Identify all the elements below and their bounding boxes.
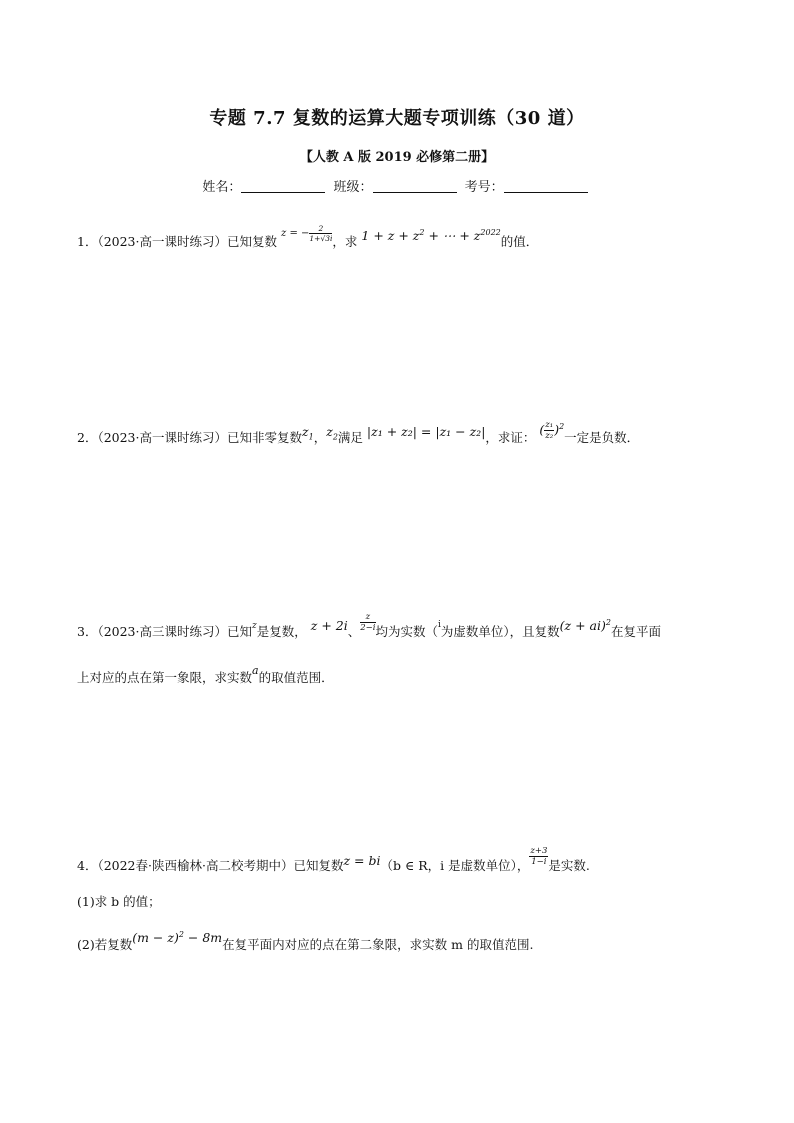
question-text: 为虚数单位），且复数 — [440, 624, 560, 639]
symbol-i: i — [438, 620, 441, 630]
question-2: 2．（2023·高一课时练习）已知非零复数$z_1$，$z_2$满足 |z₁ + z₂| = |z₁ − z₂|，求证： ( $\frac{\text{z₁}}{\text{z₂}}$ )$^2$一定是负数． — [77, 419, 640, 445]
page-subtitle: 【人教 A 版 2019 必修第二册】 — [299, 150, 495, 165]
question-3-line-1: 3．（2023·高三课时练习）已知$^z$是复数， z + 2i、 $\frac{z}{2-i}$ 均为实数（$^i$为虚数单位），且复数(z + ai)$^2$在复平面 — [77, 611, 661, 639]
formula-modulus: |z₁ + z₂| = |z₁ − z₂| — [366, 424, 486, 439]
question-source: （2022春·陕西榆林·高二校考期中） — [97, 858, 294, 873]
question-text: 已知 — [227, 624, 253, 639]
question-text: 在复平面 — [610, 624, 661, 639]
question-text: 是复数， — [256, 624, 307, 639]
formula-ratio-squared: ( $\frac{\text{z₁}}{\text{z₂}}$ )$^2$ — [539, 419, 565, 441]
question-source: （2023·高一课时练习） — [97, 234, 227, 249]
formula-z-plus-2i: z + 2i — [310, 618, 348, 633]
question-text: 满足 — [337, 430, 363, 445]
question-text: 在复平面内对应的点在第二象限，求实数 m 的取值范围. — [222, 937, 534, 952]
class-label: 班级： — [333, 180, 373, 195]
formula-z-over-2-minus-i: $\frac{z}{2-i}$ — [360, 611, 376, 633]
question-text: 的取值范围． — [258, 670, 334, 685]
question-1 — [77, 223, 539, 253]
question-source: （2023·高一课时练习） — [97, 430, 227, 445]
question-text: (2)若复数 — [77, 937, 133, 952]
formula-z-equals-bi: z = bi — [343, 853, 381, 868]
question-text: 一定是负数． — [564, 430, 640, 445]
formula-sum: $1 + z + z^2$ + ⋯ + $z^{2022}$ — [361, 227, 501, 243]
question-text: 的值． — [500, 234, 539, 249]
question-number: 1． — [77, 234, 98, 249]
symbol-a: a — [252, 664, 259, 677]
formula-z-plus-3-over-1-minus-i: $\frac{z+3}{1-i}$ — [530, 845, 548, 867]
exam-no-blank[interactable] — [504, 180, 588, 193]
question-text: （b ∈ R，i 是虚数单位）， — [380, 858, 530, 873]
question-source: （2023·高三课时练习） — [97, 624, 227, 639]
exam-no-label: 考号： — [464, 180, 504, 195]
name-label: 姓名： — [202, 180, 242, 195]
question-4-part-1: (1)求 b 的值； — [77, 894, 161, 909]
question-text: 上对应的点在第一象限，求实数 — [77, 670, 253, 685]
symbol-z2: $z_2$ — [326, 424, 338, 442]
question-text: 已知复数 — [293, 858, 344, 873]
student-info-line — [0, 176, 794, 195]
question-4 — [77, 845, 590, 877]
formula-m-minus-z: $(m - z)^2 - 8m$ — [132, 929, 223, 945]
class-blank[interactable] — [373, 180, 457, 193]
question-number: 4． — [77, 858, 98, 873]
page-title: 专题 7.7 复数的运算大题专项训练（30 道） — [209, 108, 585, 129]
question-number: 2． — [77, 430, 98, 445]
symbol-z1: $z_1$ — [302, 424, 314, 442]
question-number: 3． — [77, 624, 98, 639]
question-text: ，求 — [332, 234, 358, 249]
question-text: 已知非零复数 — [227, 430, 303, 445]
question-text: ，求证： — [485, 430, 536, 445]
question-4-part-2 — [77, 929, 534, 953]
question-3-line-2 — [77, 664, 334, 686]
formula-z-plus-ai-squared: (z + ai)$^2$ — [559, 617, 611, 633]
question-text: 均为实数（ — [375, 624, 439, 639]
question-text: 已知复数 — [227, 234, 278, 249]
question-text: 是实数. — [548, 858, 590, 873]
formula-z-def: z = − 2 1+√3i — [281, 223, 333, 243]
name-blank[interactable] — [241, 180, 325, 193]
symbol-z: z — [252, 621, 257, 631]
